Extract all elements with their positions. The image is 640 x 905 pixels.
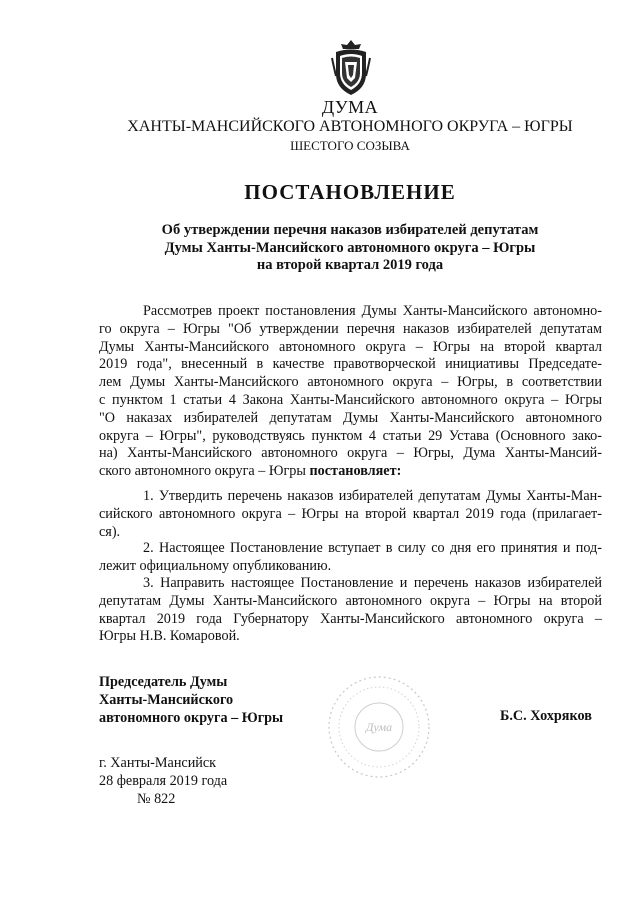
document-title: ПОСТАНОВЛЕНИЕ — [244, 180, 456, 204]
text-line: лем Думы Ханты-Мансийского автономного округа – Югры, в соответствии — [99, 374, 602, 391]
text-line: 3. Направить настоящее Постановление и перечень наказов избирателей — [143, 575, 602, 591]
official-seal-icon — [320, 672, 438, 782]
text-line: на) Ханты-Мансийского автономного округа – Югры, Дума Ханты-Мансий- — [99, 445, 602, 462]
text-line: 1. Утвердить перечень наказов избирателей депутатам Думы Ханты-Ман- — [143, 488, 602, 504]
item-3 — [99, 575, 602, 646]
coat-of-arms-icon — [328, 38, 374, 98]
text-line: с пунктом 1 статьи 4 Закона Ханты-Мансийского автономного округа – Югры — [99, 391, 602, 408]
signatory-name: Б.С. Хохряков — [500, 708, 592, 724]
text-line: округа – Югры", руководствуясь пунктом 4 статьи 29 Устава (Основного зако- — [99, 427, 602, 444]
text-line: ся). — [99, 523, 121, 540]
subject-line: на второй квартал 2019 года — [256, 257, 444, 273]
item-2 — [99, 540, 602, 576]
text-line: "О наказах избирателей депутатам Думы Ханты-Мансийского автономного — [99, 409, 602, 426]
text-line: го округа – Югры "Об утверждении перечня наказов избирателей депутатам — [99, 320, 602, 337]
document-subject — [60, 222, 640, 275]
text-fragment: ского автономного округа – Югры — [99, 463, 310, 480]
parliament-name: ДУМА — [321, 97, 379, 117]
convocation: ШЕСТОГО СОЗЫВА — [290, 138, 410, 153]
document-number: № 822 — [137, 790, 176, 807]
position-line: Председатель Думы — [99, 674, 228, 690]
text-line: депутатам Думы Ханты-Мансийского автономного округа – Югры на второй — [99, 592, 602, 609]
signatory-position — [99, 674, 283, 727]
seal-text: Дума — [365, 720, 393, 734]
text-line: Думы Ханты-Мансийского автономного округа – Югры на второй квартал — [99, 338, 602, 355]
text-line — [99, 463, 602, 481]
text-line: сийского автономного округа – Югры на второй квартал 2019 года (прилагает- — [99, 505, 602, 522]
text-line: квартал 2019 года Губернатору Ханты-Мансийского автономного округа – — [99, 610, 602, 627]
preamble-paragraph — [99, 303, 602, 481]
text-line: Югры Н.В. Комаровой. — [99, 628, 240, 645]
subject-line: Думы Ханты-Мансийского автономного округа – Югры — [164, 239, 536, 256]
text-line: 2019 года", внесенный в качестве правотворческой инициативы Председате- — [99, 356, 602, 373]
subject-line: Об утверждении перечня наказов избирателей депутатам — [161, 222, 539, 238]
resolves-word: постановляет: — [309, 463, 402, 480]
position-line: Ханты-Мансийского — [99, 691, 234, 708]
text-line: Рассмотрев проект постановления Думы Ханты-Мансийского автономно- — [143, 303, 602, 319]
city: г. Ханты-Мансийск — [99, 755, 217, 771]
date: 28 февраля 2019 года — [99, 772, 228, 789]
region-name: ХАНТЫ-МАНСИЙСКОГО АВТОНОМНОГО ОКРУГА – ЮГРЫ — [127, 118, 573, 135]
text-line: 2. Настоящее Постановление вступает в силу со дня его принятия и под- — [143, 540, 602, 556]
item-1 — [99, 488, 602, 541]
position-line: автономного округа – Югры — [99, 709, 284, 726]
text-line: лежит официальному опубликованию. — [99, 557, 332, 574]
document-footer — [99, 755, 227, 808]
